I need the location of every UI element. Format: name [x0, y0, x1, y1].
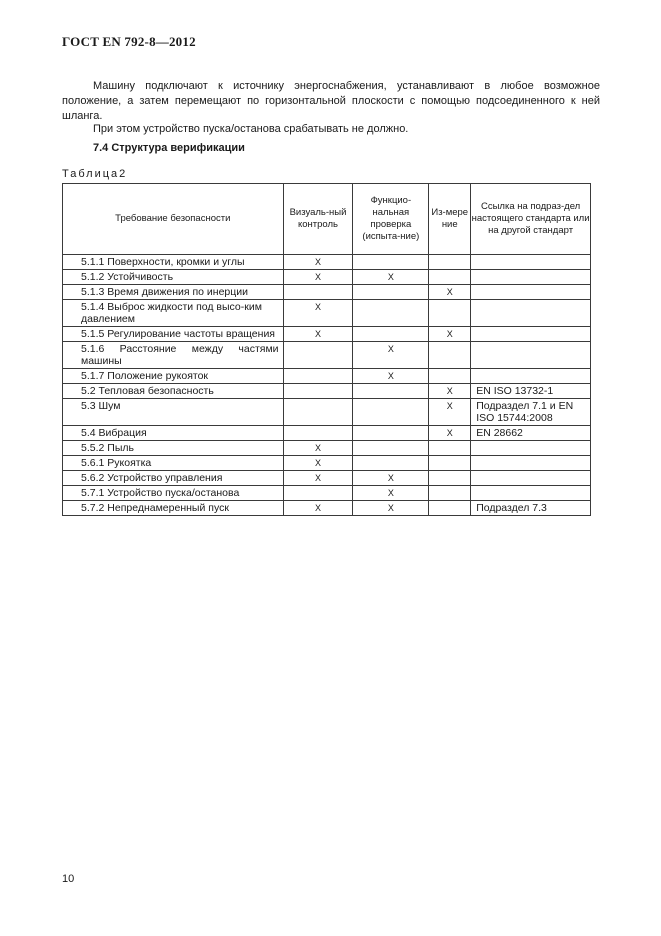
cell-functional: X: [353, 471, 429, 486]
paragraph-procedure: Машину подключают к источнику энергоснабжения, устанавливают в любое возможное положение, а затем перемещают по горизонтальной плоскости с помощью подсоединенного к ней шланга.: [62, 80, 600, 122]
cell-visual: [283, 486, 353, 501]
cell-reference: [471, 441, 591, 456]
header-visual-check: Визуаль-ный контроль: [283, 184, 353, 255]
cell-measurement: [429, 255, 471, 270]
header-measurement: Из-мере ние: [429, 184, 471, 255]
table-row: [63, 471, 591, 486]
cell-functional: [353, 441, 429, 456]
header-reference: Ссылка на подраз-дел настоящего стандарта или на другой стандарт: [471, 184, 591, 255]
cell-requirement: 5.1.7 Положение рукояток: [63, 369, 284, 384]
cell-visual: [283, 285, 353, 300]
cell-visual: X: [283, 300, 353, 327]
cell-reference: [471, 327, 591, 342]
cell-requirement: 5.1.2 Устойчивость: [63, 270, 284, 285]
cell-functional: X: [353, 270, 429, 285]
cell-functional: [353, 426, 429, 441]
cell-measurement: [429, 270, 471, 285]
table-row: [63, 456, 591, 471]
cell-functional: [353, 327, 429, 342]
cell-functional: [353, 285, 429, 300]
cell-measurement: [429, 342, 471, 369]
table-row: [63, 426, 591, 441]
cell-reference: [471, 369, 591, 384]
cell-functional: [353, 456, 429, 471]
cell-requirement: 5.1.4 Выброс жидкости под высо-ким давлением: [63, 300, 284, 327]
cell-reference: [471, 285, 591, 300]
cell-reference: [471, 270, 591, 285]
table-row: [63, 486, 591, 501]
table-row: [63, 285, 591, 300]
cell-reference: [471, 255, 591, 270]
cell-requirement: 5.2 Тепловая безопасность: [63, 384, 284, 399]
cell-requirement: 5.7.1 Устройство пуска/останова: [63, 486, 284, 501]
cell-requirement: 5.7.2 Непреднамеренный пуск: [63, 501, 284, 516]
cell-measurement: X: [429, 384, 471, 399]
paragraph-requirement: При этом устройство пуска/останова срабатывать не должно.: [93, 123, 409, 135]
cell-visual: X: [283, 255, 353, 270]
cell-visual: [283, 342, 353, 369]
cell-requirement: 5.1.6 Расстояние между частями машины: [63, 342, 284, 369]
cell-functional: X: [353, 369, 429, 384]
cell-functional: X: [353, 486, 429, 501]
cell-reference: [471, 300, 591, 327]
table-row: [63, 327, 591, 342]
cell-functional: [353, 399, 429, 426]
table-row: [63, 369, 591, 384]
cell-requirement: 5.3 Шум: [63, 399, 284, 426]
cell-requirement: 5.6.2 Устройство управления: [63, 471, 284, 486]
cell-measurement: [429, 300, 471, 327]
cell-reference: Подраздел 7.1 и EN ISO 15744:2008: [471, 399, 591, 426]
cell-reference: [471, 471, 591, 486]
cell-measurement: X: [429, 285, 471, 300]
cell-reference: EN 28662: [471, 426, 591, 441]
cell-requirement: 5.1.3 Время движения по инерции: [63, 285, 284, 300]
cell-visual: X: [283, 327, 353, 342]
cell-measurement: [429, 501, 471, 516]
cell-reference: EN ISO 13732-1: [471, 384, 591, 399]
cell-measurement: [429, 369, 471, 384]
cell-reference: [471, 486, 591, 501]
cell-functional: [353, 300, 429, 327]
table-row: [63, 399, 591, 426]
table-row: [63, 255, 591, 270]
cell-measurement: [429, 441, 471, 456]
cell-functional: [353, 384, 429, 399]
table-row: [63, 441, 591, 456]
cell-visual: X: [283, 456, 353, 471]
cell-visual: [283, 399, 353, 426]
header-requirement: Требование безопасности: [63, 184, 284, 255]
cell-reference: Подраздел 7.3: [471, 501, 591, 516]
cell-requirement: 5.4 Вибрация: [63, 426, 284, 441]
cell-measurement: [429, 456, 471, 471]
cell-requirement: 5.5.2 Пыль: [63, 441, 284, 456]
cell-measurement: [429, 471, 471, 486]
table-row: [63, 270, 591, 285]
cell-visual: [283, 369, 353, 384]
cell-requirement: 5.1.5 Регулирование частоты вращения: [63, 327, 284, 342]
table-row: [63, 384, 591, 399]
section-title: 7.4 Структура верификации: [93, 142, 245, 154]
cell-visual: [283, 384, 353, 399]
cell-reference: [471, 456, 591, 471]
table-row: [63, 342, 591, 369]
cell-measurement: [429, 486, 471, 501]
header-functional-check: Функцио-нальная проверка (испыта-ние): [353, 184, 429, 255]
cell-measurement: X: [429, 426, 471, 441]
table-row: [63, 501, 591, 516]
cell-measurement: X: [429, 399, 471, 426]
table-row: [63, 300, 591, 327]
verification-table: [62, 183, 591, 516]
cell-functional: [353, 255, 429, 270]
document-header: ГОСТ EN 792-8—2012: [62, 34, 196, 49]
cell-measurement: X: [429, 327, 471, 342]
cell-visual: X: [283, 471, 353, 486]
cell-requirement: 5.6.1 Рукоятка: [63, 456, 284, 471]
cell-visual: X: [283, 270, 353, 285]
cell-visual: X: [283, 441, 353, 456]
page-number: 10: [62, 873, 75, 885]
cell-requirement: 5.1.1 Поверхности, кромки и углы: [63, 255, 284, 270]
cell-functional: X: [353, 342, 429, 369]
cell-functional: X: [353, 501, 429, 516]
table-header-row: [63, 184, 591, 255]
cell-visual: [283, 426, 353, 441]
cell-visual: X: [283, 501, 353, 516]
cell-reference: [471, 342, 591, 369]
table-caption: Таблица2: [62, 168, 128, 180]
